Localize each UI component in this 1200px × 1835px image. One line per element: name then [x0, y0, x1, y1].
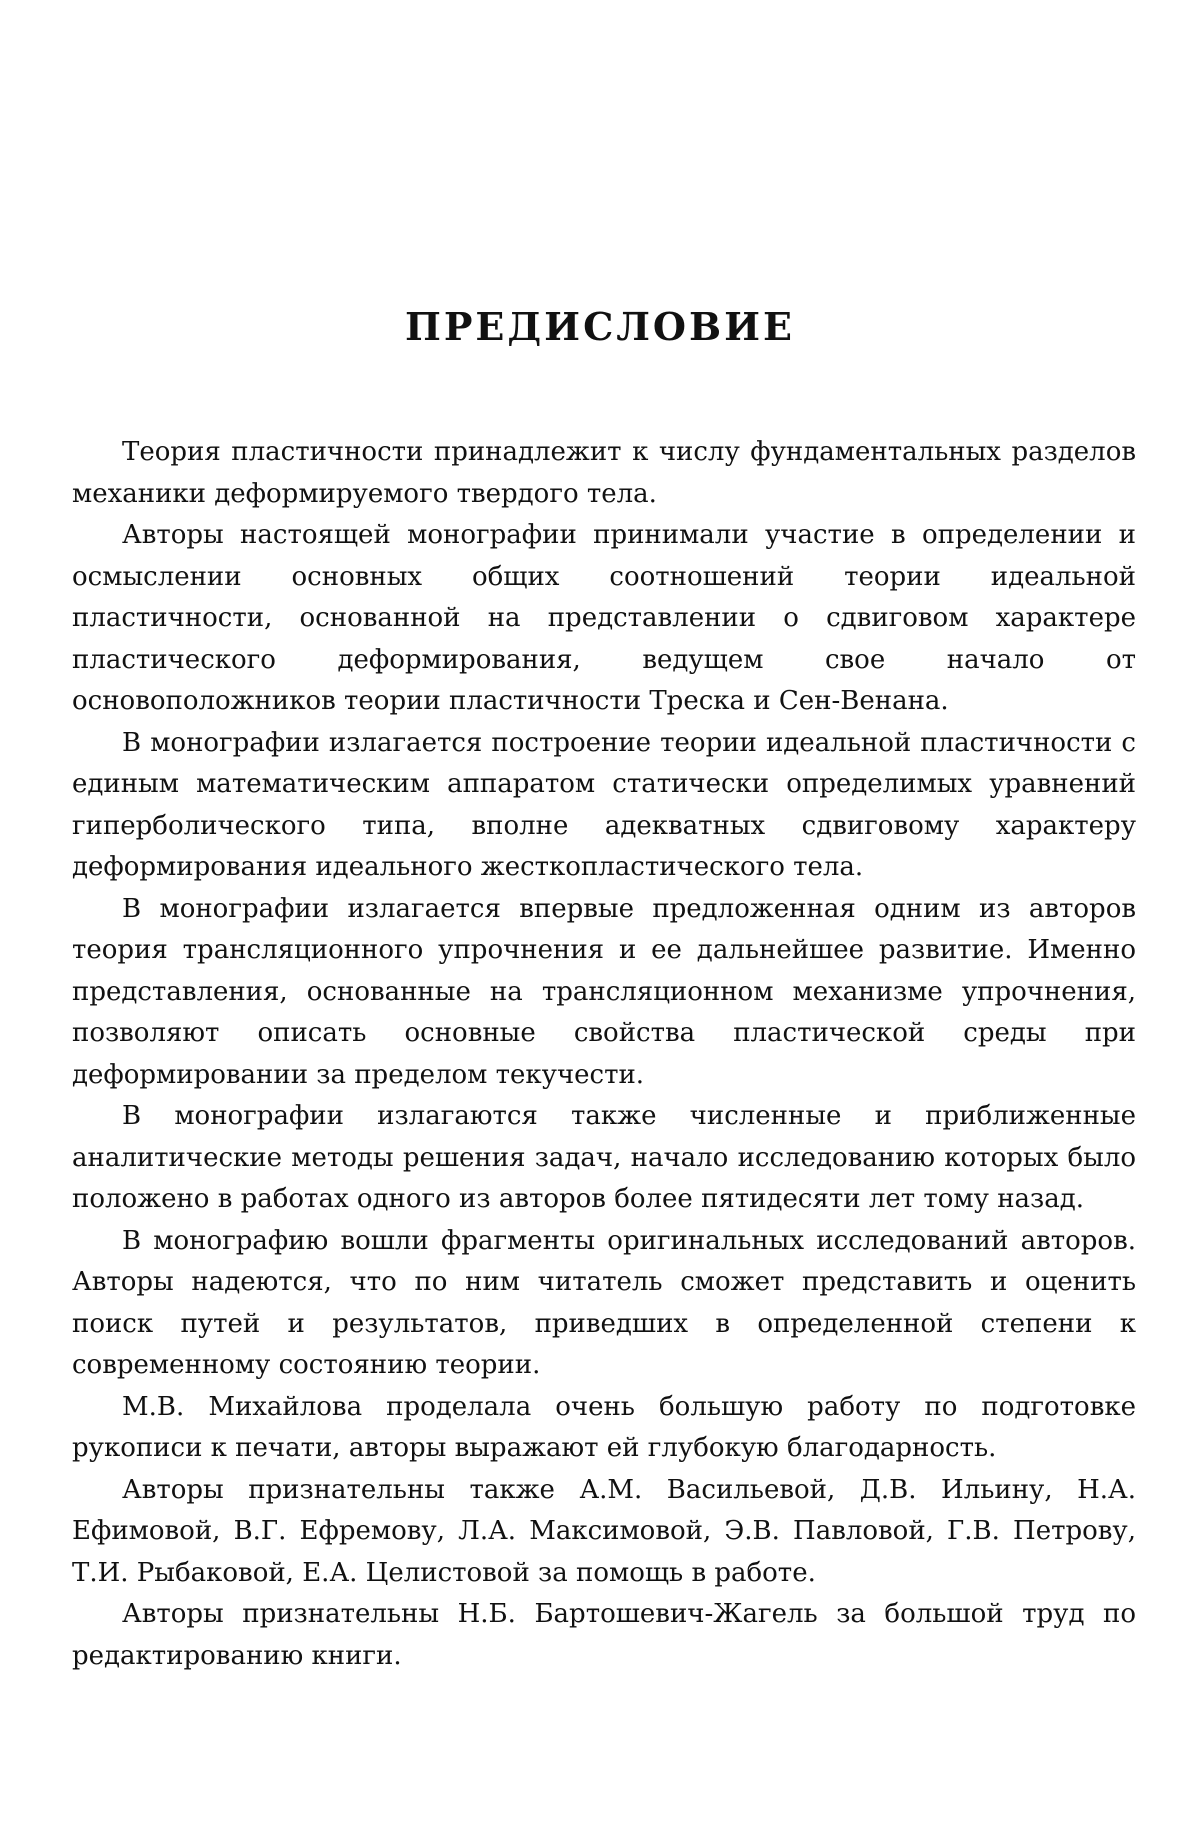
paragraph-1: Теория пластичности принадлежит к числу фундаментальных разделов механики деформируемого твердого тела. [72, 437, 1136, 509]
page-title: ПРЕДИСЛОВИЕ [404, 304, 796, 349]
preface-body [72, 432, 1136, 1677]
paragraph-8: Авторы признательны также А.М. Васильевой, Д.В. Ильину, Н.А. Ефимовой, В.Г. Ефремову, Л.А. Максимовой, Э.В. Павловой, Г.В. Петрову, Т.И. Рыбаковой, Е.А. Целистовой за помощь в работе. [72, 1474, 1136, 1588]
paragraph-4: В монографии излагается впервые предложенная одним из авторов теория трансляционного упрочнения и ее дальнейшее развитие. Именно представления, основанные на трансляционном механизме упрочнения, позволяют описать основные свойства пластической среды при деформировании за пределом текучести. [72, 893, 1136, 1090]
paragraph-7: М.В. Михайлова проделала очень большую работу по подготовке рукописи к печати, авторы выражают ей глубокую благодарность. [72, 1391, 1136, 1463]
paragraph-6: В монографию вошли фрагменты оригинальных исследований авторов. Авторы надеются, что по ним читатель сможет представить и оценить поиск путей и результатов, приведших в определенной степени к современному состоянию теории. [72, 1225, 1136, 1380]
paragraph-5: В монографии излагаются также численные и приближенные аналитические методы решения задач, начало исследованию которых было положено в работах одного из авторов более пятидесяти лет тому назад. [72, 1101, 1136, 1214]
paragraph-3: В монографии излагается построение теории идеальной пластичности с единым математическим аппаратом статически определимых уравнений гиперболического типа, вполне адекватных сдвиговому характеру деформирования идеального жесткопластического тела. [72, 727, 1136, 882]
paragraph-9: Авторы признательны Н.Б. Бартошевич-Жагель за большой труд по редактированию книги. [72, 1599, 1136, 1671]
paragraph-2: Авторы настоящей монографии принимали участие в определении и осмыслении основных общих соотношений теории идеальной пластичности, основанной на представлении о сдвиговом характере пластического деформирования, ведущем свое начало от основоположников теории пластичности Треска и Сен-Венана. [72, 520, 1136, 716]
